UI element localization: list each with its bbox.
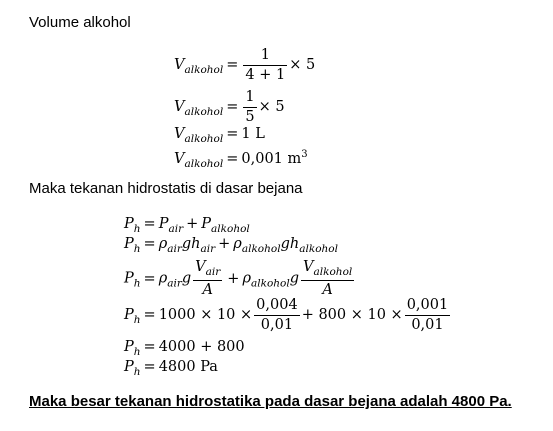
pressure-heading: Maka tekanan hidrostatis di dasar bejana bbox=[29, 180, 303, 197]
volume-eq-1: $V_{alkohol}$ = $\frac{1}{4 + 1}$ × 5 bbox=[174, 47, 316, 83]
pressure-eq-6: $P_h = 4800$ Pa bbox=[124, 359, 218, 378]
pressure-eq-4: $P_h = 1000 \times 10$ × $\frac{0,004}{0,01}$ + 800 × 10 × $\frac{0,001}{0,01}$ bbox=[124, 297, 449, 333]
volume-eq-3: $V_{alkohol} = 1$ L bbox=[174, 126, 265, 145]
volume-eq-4: $V_{alkohol} = 0,001$ $m^3$ bbox=[174, 149, 308, 170]
conclusion-text: Maka besar tekanan hidrostatika pada dasar bejana adalah 4800 Pa. bbox=[29, 393, 512, 410]
pressure-eq-5: $P_h = 4000 + 800$ bbox=[124, 339, 245, 358]
pressure-eq-2: $P_h = \rho_{air}gh_{air} + \rho_{alkohol}gh_{alkohol}$ bbox=[124, 236, 338, 255]
volume-heading: Volume alkohol bbox=[29, 14, 131, 31]
pressure-eq-1: $P_h = P_{air} + P_{alkohol}$ bbox=[124, 216, 250, 235]
volume-eq-2: $V_{alkohol}$ = $\frac{1}{5}$ × 5 bbox=[174, 89, 285, 125]
pressure-eq-3: $P_h = \rho_{air}g$ $\frac{V_{air}}{A}$ + $\rho_{alkohol}g$ $\frac{V_{alkohol}}{A}$ bbox=[124, 259, 353, 298]
